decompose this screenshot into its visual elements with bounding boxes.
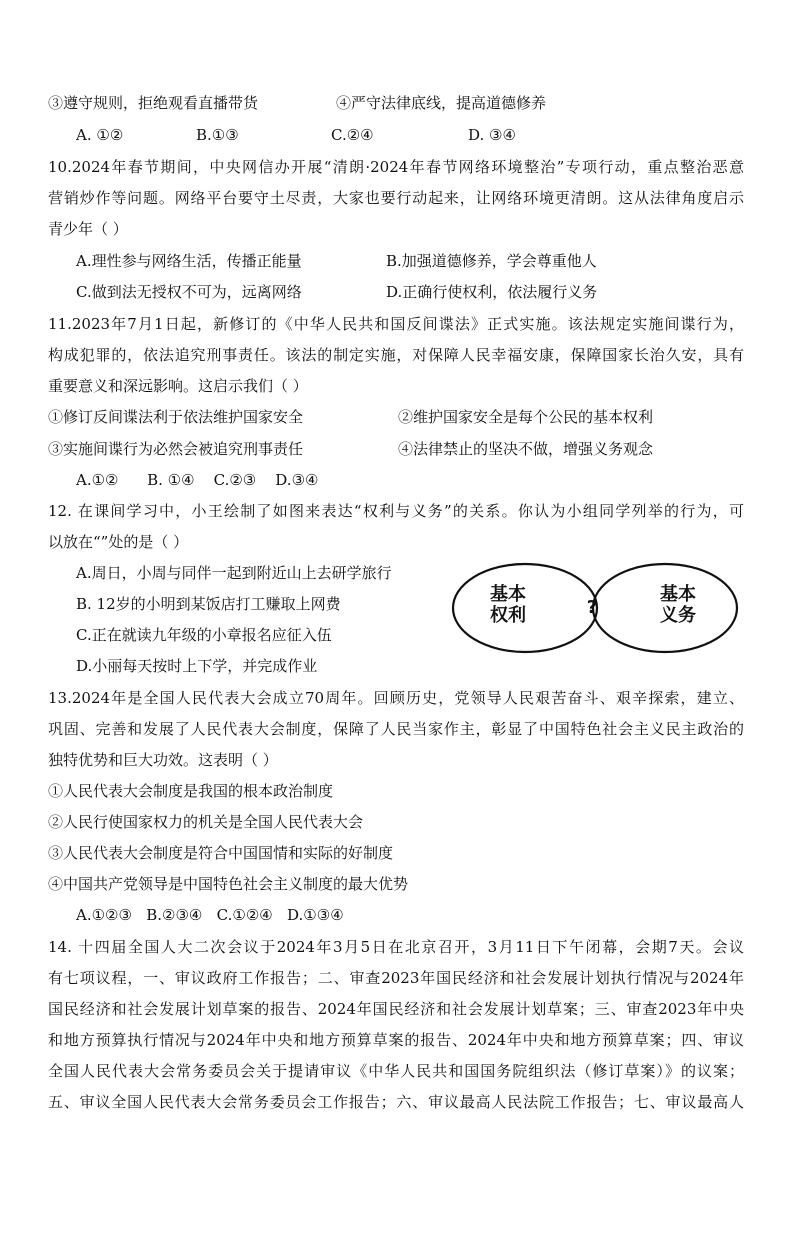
q9-option-c: C.②④ bbox=[331, 126, 374, 144]
q13-item-3: ③人民代表大会制度是符合中国国情和实际的好制度 bbox=[48, 844, 394, 862]
q11-item-3: ③实施间谍行为必然会被追究刑事责任 bbox=[48, 440, 304, 458]
q11-options: A.①② B. ①④ C.②③ D.③④ bbox=[76, 471, 319, 489]
q10-option-c: C.做到法无授权不可为，远离网络 bbox=[76, 283, 302, 301]
q13-item-1: ①人民代表大会制度是我国的根本政治制度 bbox=[48, 782, 334, 800]
q14-stem-line-3: 国民经济和社会发展计划草案的报告、2024年国民经济和社会发展计划草案；三、审查2023年中央 bbox=[48, 1000, 744, 1018]
rights-label-line-1: 基本 bbox=[490, 584, 526, 605]
q9-option-a: A. ①② bbox=[76, 126, 124, 144]
q11-stem-line-3: 重要意义和深远影响。这启示我们（ ） bbox=[48, 377, 308, 395]
q9-option-b: B.①③ bbox=[196, 126, 239, 144]
q14-stem-line-6: 五、审议全国人民代表大会常务委员会工作报告；六、审议最高人民法院工作报告；七、审议最高人 bbox=[48, 1093, 744, 1111]
overlap-question-mark: ? bbox=[586, 597, 598, 618]
q11-item-2: ②维护国家安全是每个公民的基本权利 bbox=[398, 408, 654, 426]
q12-option-b: B. 12岁的小明到某饭店打工赚取上网费 bbox=[76, 595, 341, 613]
q9-item-4: ④严守法律底线，提高道德修养 bbox=[336, 94, 547, 112]
q12-option-a: A.周日，小周与同伴一起到附近山上去研学旅行 bbox=[76, 564, 392, 582]
q11-stem-line-1: 11.2023年7月1日起，新修订的《中华人民共和国反间谍法》正式实施。该法规定实施间谍行为， bbox=[48, 315, 744, 333]
q13-item-4: ④中国共产党领导是中国特色社会主义制度的最大优势 bbox=[48, 875, 409, 893]
q14-stem-line-2: 有七项议程，一、审议政府工作报告；二、审查2023年国民经济和社会发展计划执行情况与2024年 bbox=[48, 969, 744, 987]
q12-option-c: C.正在就读九年级的小章报名应征入伍 bbox=[76, 626, 332, 644]
q10-option-b: B.加强道德修养，学会尊重他人 bbox=[386, 252, 597, 270]
q12-option-d: D.小丽每天按时上下学，并完成作业 bbox=[76, 657, 318, 675]
rights-duties-venn-diagram bbox=[448, 560, 744, 656]
q9-item-3: ③遵守规则，拒绝观看直播带货 bbox=[48, 94, 259, 112]
rights-label-line-2: 权利 bbox=[490, 605, 526, 626]
q11-item-1: ①修订反间谍法利于依法维护国家安全 bbox=[48, 408, 304, 426]
q10-stem-line-3: 青少年（ ） bbox=[48, 220, 128, 238]
q10-stem-line-2: 营销炒作等问题。网络平台要守土尽责，大家也要行动起来，让网络环境更清朗。这从法律角度启示 bbox=[48, 189, 744, 207]
q10-option-d: D.正确行使权利，依法履行义务 bbox=[386, 283, 598, 301]
q13-stem-line-2: 巩固、完善和发展了人民代表大会制度，保障了人民当家作主，彰显了中国特色社会主义民主政治的 bbox=[48, 720, 744, 738]
q12-stem-line-2: 以放在“”处的是（ ） bbox=[48, 533, 189, 551]
q12-stem-line-1: 12. 在课间学习中，小王绘制了如图来表达“权利与义务”的关系。你认为小组同学列举的行为，可 bbox=[48, 502, 744, 520]
q14-stem-line-1: 14. 十四届全国人大二次会议于2024年3月5日在北京召开，3月11日下午闭幕，会期7天。会议 bbox=[48, 938, 744, 956]
q10-option-a: A.理性参与网络生活，传播正能量 bbox=[76, 252, 302, 270]
q11-item-4: ④法律禁止的坚决不做，增强义务观念 bbox=[398, 440, 654, 458]
q13-options: A.①②③ B.②③④ C.①②④ D.①③④ bbox=[76, 906, 344, 924]
q13-stem-line-3: 独特优势和巨大功效。这表明（ ） bbox=[48, 751, 278, 769]
q14-stem-line-5: 全国人民代表大会常务委员会关于提请审议《中华人民共和国国务院组织法（修订草案）》的议案； bbox=[48, 1062, 744, 1080]
q13-item-2: ②人民行使国家权力的机关是全国人民代表大会 bbox=[48, 813, 364, 831]
q14-stem-line-4: 和地方预算执行情况与2024年中央和地方预算草案的报告、2024年中央和地方预算草案；四、审议 bbox=[48, 1031, 744, 1049]
q11-stem-line-2: 构成犯罪的，依法追究刑事责任。该法的制定实施，对保障人民幸福安康，保障国家长治久安，具有 bbox=[48, 346, 744, 364]
q10-stem-line-1: 10.2024年春节期间，中央网信办开展“清朗·2024年春节网络环境整治”专项行动，重点整治恶意 bbox=[48, 158, 744, 176]
q13-stem-line-1: 13.2024年是全国人民代表大会成立70周年。回顾历史，党领导人民艰苦奋斗、艰辛探索，建立、 bbox=[48, 689, 744, 707]
duties-label-line-1: 基本 bbox=[660, 584, 696, 605]
q9-option-d: D. ③④ bbox=[468, 126, 516, 144]
duties-label-line-2: 义务 bbox=[660, 605, 696, 626]
